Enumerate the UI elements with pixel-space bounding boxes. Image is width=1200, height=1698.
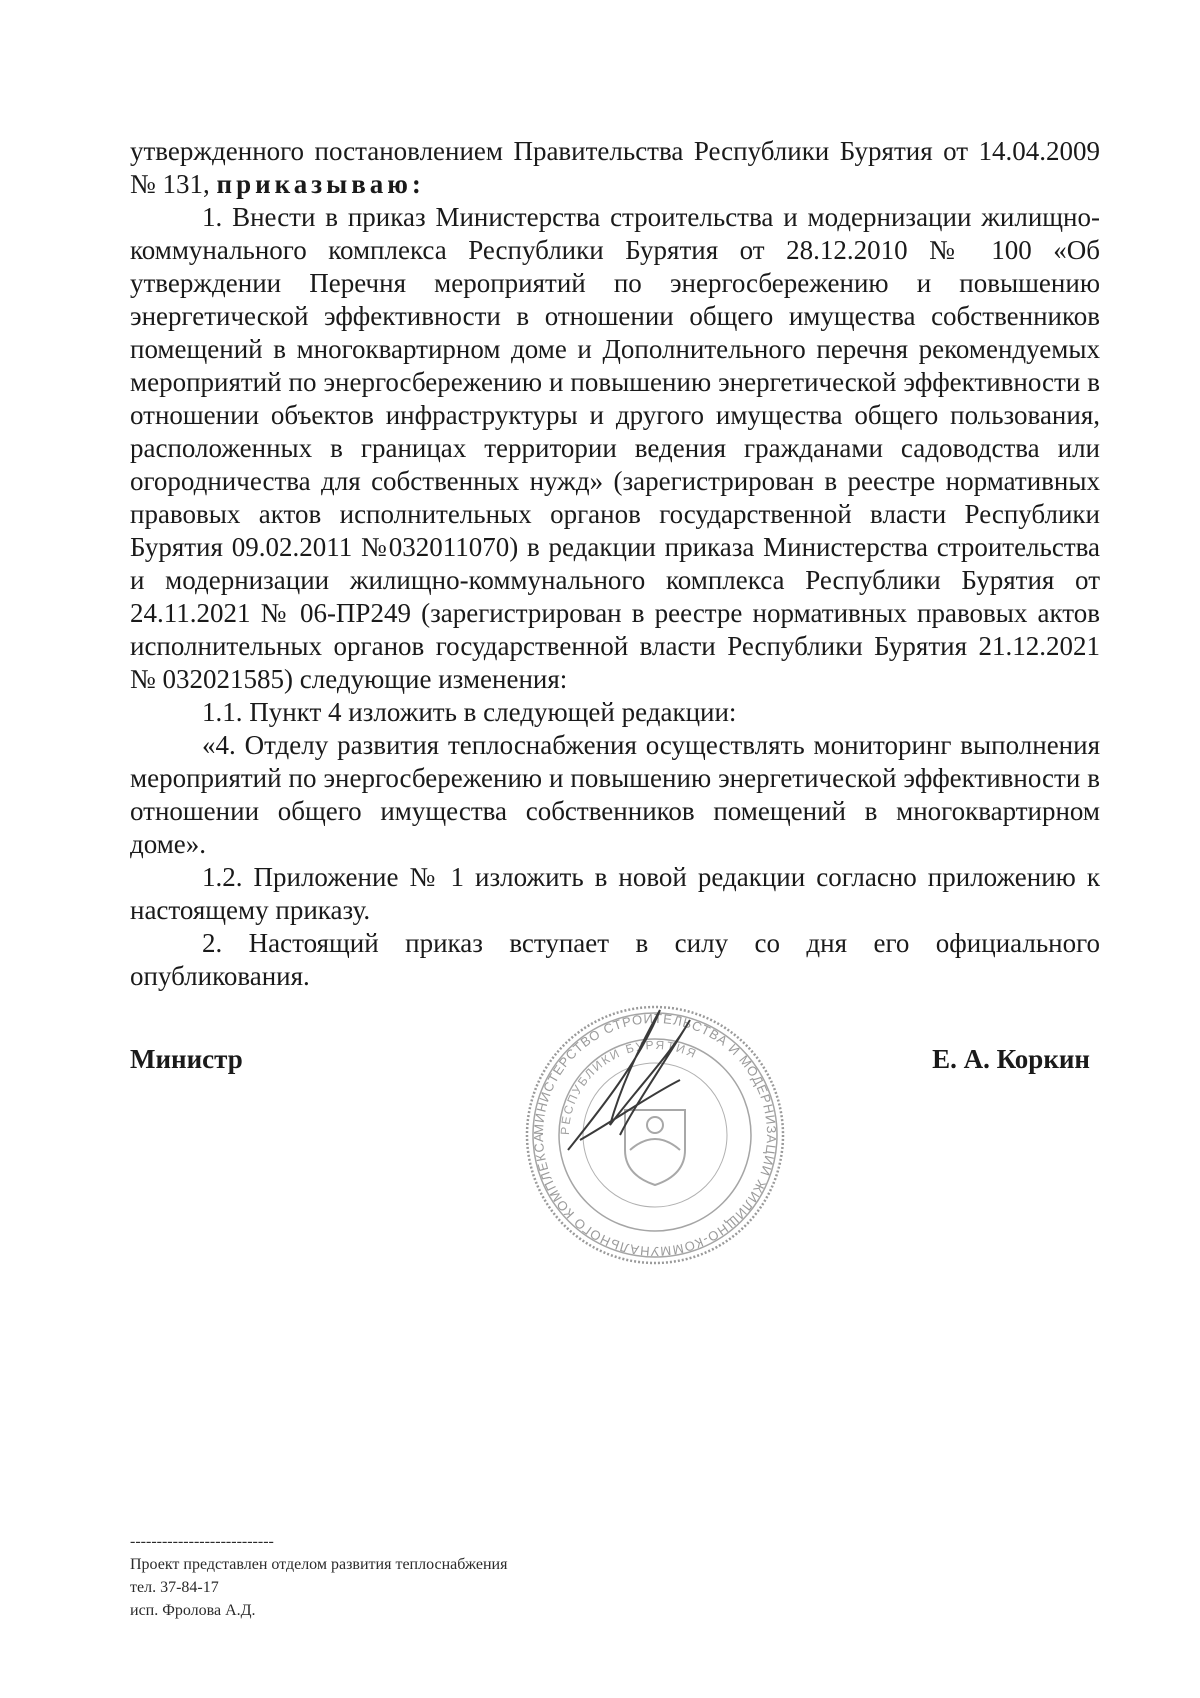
paragraph-2: 2. Настоящий приказ вступает в силу со дня его официального опубликования.	[130, 928, 1100, 991]
paragraph-1-2: 1.2. Приложение № 1 изложить в новой редакции согласно приложению к настоящему приказу.	[130, 862, 1100, 925]
signatory-name: Е. А. Коркин	[932, 1044, 1090, 1074]
paragraph-intro	[130, 135, 1100, 201]
intro-text: утвержденного постановлением Правительства Республики Бурятия от 14.04.2009 № 131,	[130, 136, 1100, 199]
document-body	[130, 135, 1100, 993]
seal-inner-text: РЕСПУБЛИКИ БУРЯТИЯ	[557, 1037, 700, 1136]
footnote-line-2: тел. 37-84-17	[130, 1579, 219, 1596]
paragraph-1: 1. Внести в приказ Министерства строительства и модернизации жилищно-коммунального комплекса Республики Бурятия от 28.12.2010 № 100 «Об утверждении Перечня мероприятий по энергосбережению и повышению энергетической эффективности в отношении общего имущества собственников помещений в многоквартирном доме и Дополнительного перечня рекомендуемых мероприятий по энергосбережению и повышению энергетической эффективности в отношении объектов инфраструктуры и другого имущества общего пользования, расположенных в границах территории ведения гражданами садоводства или огородничества для собственных нужд» (зарегистрирован в реестре нормативных правовых актов исполнительных органов государственной власти Республики Бурятия 09.02.2011 №032011070) в редакции приказа Министерства строительства и модернизации жилищно-коммунального комплекса Республики Бурятия от 24.11.2021 № 06-ПР249 (зарегистрирован в реестре нормативных правовых актов исполнительных органов государственной власти Республики Бурятия 21.12.2021 № 032021585) следующие изменения:	[130, 202, 1100, 694]
seal-outer-text: МИНИСТЕРСТВО СТРОИТЕЛЬСТВА И МОДЕРНИЗАЦИИ ЖИЛИЩНО-КОММУНАЛЬНОГО КОМПЛЕКСА	[530, 1010, 780, 1260]
order-keyword: приказываю:	[216, 169, 425, 199]
emblem-icon	[625, 1110, 685, 1185]
footnote-line-3: исп. Фролова А.Д.	[130, 1602, 256, 1619]
footnote	[130, 1530, 730, 1622]
paragraph-quote: «4. Отделу развития теплоснабжения осуществлять мониторинг выполнения мероприятий по энергосбережению и повышению энергетической эффективности в отношении общего имущества собственников помещений в многоквартирном доме».	[130, 730, 1100, 859]
footnote-rule: ---------------------------	[130, 1533, 274, 1550]
official-seal	[520, 1000, 790, 1270]
paragraph-1-1: 1.1. Пункт 4 изложить в следующей редакции:	[202, 697, 737, 727]
signature-row	[130, 1044, 1100, 1084]
signatory-title: Министр	[130, 1044, 243, 1074]
footnote-line-1: Проект представлен отделом развития теплоснабжения	[130, 1556, 508, 1573]
